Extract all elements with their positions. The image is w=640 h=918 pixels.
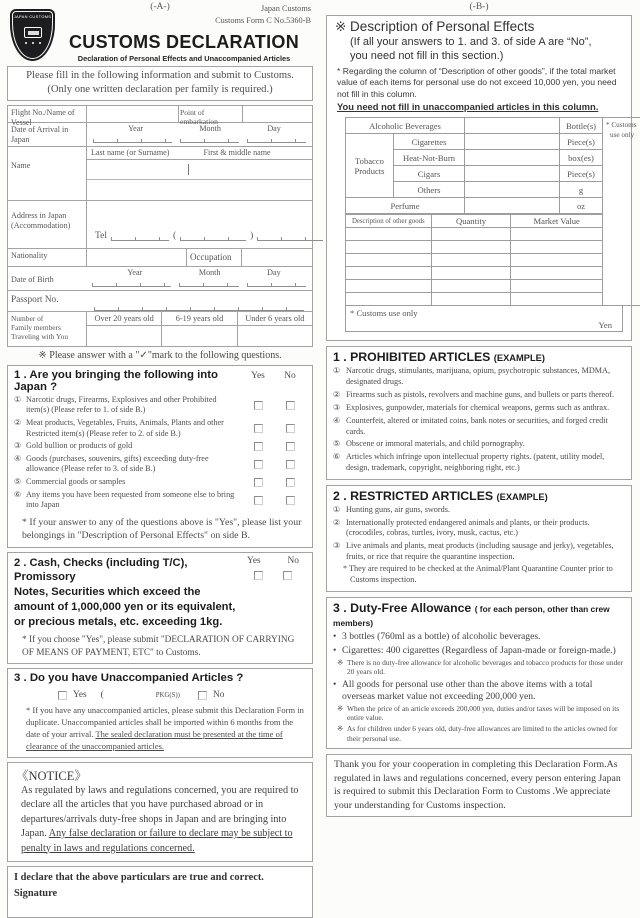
- item-number: ⑥: [14, 489, 22, 499]
- duty-free-title-text: 3 . Duty-Free Allowance: [333, 600, 472, 615]
- item-text: Narcotic drugs, Firearms, Explosives and other Prohibited item(s) (Please refer to 1. of side B.): [26, 394, 217, 415]
- instruction-box: [7, 66, 313, 101]
- restricted-articles-section: [326, 485, 632, 592]
- family-label-1: Number of: [11, 313, 44, 323]
- effects-title: ※ Description of Personal Effects: [335, 19, 535, 34]
- prohibited-item-6: [333, 452, 625, 474]
- heat-not-burn-unit: box(es): [560, 150, 603, 166]
- signature-input[interactable]: [14, 901, 306, 907]
- bullet-icon: •: [333, 678, 337, 690]
- perfume-unit: oz: [560, 198, 603, 214]
- bullet-text: All goods for personal use other than the above items with a total overseas market value not exceeding 200,000 yen.: [342, 678, 593, 702]
- goods-value-input[interactable]: [511, 267, 603, 280]
- item-text: Narcotic drugs, stimulants, marijuana, opium, psychotropic substances, MDMA, designated drugs.: [346, 366, 611, 387]
- goods-qty-input[interactable]: [431, 267, 511, 280]
- goods-desc-header: Description of other goods: [346, 215, 432, 228]
- q3-no-checkbox[interactable]: [198, 691, 207, 700]
- checkmark-instruction: ※ Please answer with a "✓"mark to the following questions.: [38, 349, 282, 361]
- tel-label: Tel: [95, 230, 107, 241]
- signature-section: [7, 866, 313, 918]
- q1-item1-no-checkbox[interactable]: [286, 401, 295, 410]
- q3-note-plain: * If you have any unaccompanied articles, please submit this Declaration Form in duplicate. Unaccompanied articles shall be imported within 6 months from the date of your arrival.: [26, 705, 304, 739]
- family-under6-header: Under 6 years old: [238, 312, 312, 326]
- goods-row: [346, 228, 603, 241]
- goods-value-header: Market Value: [511, 215, 603, 228]
- side-b-label: (-B-): [469, 2, 489, 12]
- side-a-header: [7, 2, 313, 58]
- bullet-icon: •: [333, 630, 337, 642]
- embarkation-input[interactable]: [242, 106, 312, 122]
- goods-row: [346, 241, 603, 254]
- arrival-day-label: Day: [267, 123, 281, 133]
- q2-note: * If you choose "Yes", please submit "DECLARATION OF CARRYING OF MEANS OF PAYMENT, ETC" to Customs.: [22, 634, 295, 658]
- tobacco-label-2: Products: [354, 165, 385, 176]
- goods-value-input[interactable]: [511, 293, 603, 306]
- goods-row: [346, 280, 603, 293]
- item-number: ④: [333, 415, 341, 425]
- customs-use-footer: [345, 306, 623, 332]
- q1-item3-yes-checkbox[interactable]: [254, 442, 263, 451]
- bullet-icon: •: [333, 644, 337, 656]
- item-number: ②: [333, 390, 341, 400]
- name-input-row-2[interactable]: [87, 180, 312, 200]
- passport-input[interactable]: [94, 301, 304, 311]
- bullet-text: 3 bottles (760ml as a bottle) of alcoholic beverages.: [342, 630, 541, 642]
- goods-qty-input[interactable]: [431, 228, 511, 241]
- goods-desc-input[interactable]: [346, 267, 432, 280]
- personal-effects-table: [345, 117, 637, 306]
- goods-desc-input[interactable]: [346, 280, 432, 293]
- q1-item-6: [14, 490, 306, 511]
- item-text: Goods (purchases, souvenirs, gifts) exceeding duty-free allowance (Please refer to 3. of side B.): [26, 453, 209, 474]
- tobacco-label-1: Tobacco: [355, 155, 384, 166]
- item-text: Firearms such as pistols, revolvers and machine guns, and bullets or parts thereof.: [346, 390, 615, 400]
- customs-use-line2: use only: [610, 131, 635, 140]
- side-a-label: (-A-): [150, 2, 170, 12]
- others-quantity-input[interactable]: [465, 182, 560, 198]
- prohibited-title-suffix: (EXAMPLE): [493, 353, 545, 364]
- signature-label: Signature: [14, 887, 58, 899]
- agency-name: Japan Customs: [260, 4, 311, 13]
- q3-yes-checkbox[interactable]: [58, 691, 67, 700]
- duty-free-allowance-section: [326, 597, 632, 750]
- restricted-title-text: 2 . RESTRICTED ARTICLES: [333, 488, 494, 503]
- item-text: Commercial goods or samples: [26, 477, 126, 487]
- item-number: ③: [333, 541, 341, 551]
- side-b: [326, 2, 637, 811]
- address-label-2: (Accommodation): [11, 220, 71, 230]
- embarkation-label: Point of embarkation: [178, 106, 242, 122]
- passport-label: Passport No.: [11, 294, 59, 305]
- goods-value-input[interactable]: [511, 254, 603, 267]
- item-text: Articles which infringe upon intellectual property rights. (patent, utility model, design, trademark, copyright, neighboring right, etc.): [346, 452, 605, 472]
- logo-stars: [25, 42, 41, 44]
- name-label: Name: [11, 160, 31, 170]
- q3-note: [14, 705, 306, 753]
- goods-qty-input[interactable]: [431, 241, 511, 254]
- question-2-title-line1: 2 . Cash, Checks (including T/C), Promissory: [14, 556, 188, 584]
- customs-use-line1: * Customs: [606, 121, 637, 130]
- question-1-title: 1 . Are you bringing the following into Japan ?: [14, 368, 218, 393]
- item-number: ②: [333, 517, 341, 527]
- cigarettes-quantity-input[interactable]: [465, 134, 560, 150]
- item-number: ③: [14, 441, 22, 451]
- cigars-unit: Piece(s): [560, 166, 603, 182]
- arrival-year-input[interactable]: [93, 133, 172, 143]
- q1-item5-no-checkbox[interactable]: [286, 478, 295, 487]
- occupation-label: Occupation: [186, 249, 242, 266]
- tel-paren-close: ): [250, 230, 254, 241]
- logo-emblem: [24, 27, 42, 38]
- q1-item1-yes-checkbox[interactable]: [254, 401, 263, 410]
- reference-mark-icon: ※: [337, 724, 344, 734]
- goods-row: [346, 293, 603, 306]
- q1-yes-header: Yes: [251, 370, 265, 381]
- item-number: ⑤: [14, 477, 22, 487]
- goods-value-input[interactable]: [511, 280, 603, 293]
- prohibited-item-5: [333, 439, 625, 450]
- alcohol-quantity-input[interactable]: [465, 118, 560, 134]
- q1-item-1: [14, 395, 306, 416]
- duty-free-title-suffix: ( for each person, other than crew members): [333, 603, 610, 628]
- item-text: Gold bullion or products of gold: [26, 441, 133, 451]
- item-number: ⑥: [333, 452, 341, 462]
- item-text: Any items you have been requested from someone else to bring into Japan: [26, 489, 235, 510]
- closing-message: Thank you for your cooperation in completing this Declaration Form.As regulated in laws and regulations concerned, every person entering Japan is required to submit this Declaration Form to Customs .We appreciate your understanding for Customs inspection.: [326, 754, 632, 817]
- duty-free-bullet-1: [333, 631, 625, 643]
- goods-value-input[interactable]: [511, 241, 603, 254]
- q3-note-underlined: The sealed declaration must be presented at the time of clearance of the unaccompanied articles.: [26, 728, 283, 751]
- address-label-1: Address in Japan: [11, 210, 67, 220]
- item-text: Explosives, gunpowder, materials for chemical weapons, germs such as anthrax.: [346, 402, 610, 412]
- q3-no-label: No: [212, 690, 225, 701]
- note-text: When the price of an article exceeds 200,000 yen, duties and/or taxes will be imposed on its entire value.: [347, 703, 620, 723]
- arrival-year-label: Year: [128, 123, 144, 133]
- q2-no-header: No: [287, 555, 299, 566]
- dob-month-label: Month: [198, 267, 221, 277]
- logo-text: JAPAN CUSTOMS: [13, 14, 52, 19]
- goods-desc-input[interactable]: [346, 254, 432, 267]
- prohibited-item-1: [333, 366, 625, 388]
- q1-item6-no-checkbox[interactable]: [286, 496, 295, 505]
- family-label-2: Family members: [11, 322, 61, 332]
- tel-input-1[interactable]: [111, 231, 169, 241]
- item-text: Internationally protected endangered animals and plants, or their products. (crocodiles, cobras, turtles, ivory, musk, cactus, etc.): [346, 517, 590, 538]
- prohibited-item-4: [333, 416, 625, 438]
- item-number: ⑤: [333, 439, 341, 449]
- q3-package-count-input[interactable]: [110, 690, 156, 700]
- goods-qty-input[interactable]: [431, 293, 511, 306]
- alcohol-label: Alcoholic Beverages: [346, 118, 465, 134]
- customs-use-only-column: [603, 117, 640, 306]
- goods-desc-input[interactable]: [346, 241, 432, 254]
- item-text: Meat products, Vegetables, Fruits, Animals, Plants and other Restricted item(s) (Please refer to 2. of side B.): [26, 417, 224, 438]
- question-3-title: 3 . Do you have Unaccompanied Articles ?: [14, 672, 244, 685]
- question-1-section: [7, 365, 313, 548]
- item-text: Live animals and plants, meat products (including sausage and jerky), vegetables, fruits, or rice that require the quarantine inspection.: [346, 541, 614, 562]
- instruction-line-2: (Only one written declaration per family is required.): [47, 83, 273, 95]
- cigars-quantity-input[interactable]: [465, 166, 560, 182]
- duty-free-note-2: [337, 704, 625, 723]
- restricted-title-suffix: (EXAMPLE): [496, 491, 548, 502]
- restricted-item-1: [333, 505, 625, 516]
- cigars-label: Cigars: [394, 166, 465, 182]
- side-a: [7, 2, 313, 899]
- form-title: CUSTOMS DECLARATION: [68, 32, 300, 52]
- q2-yes-header: Yes: [247, 555, 261, 566]
- restricted-item-2: [333, 518, 625, 540]
- item-text: Obscene or immoral materials, and child pornography.: [346, 439, 525, 449]
- question-2-section: [7, 552, 313, 665]
- instruction-line-1: Please fill in the following information and submit to Customs.: [26, 70, 294, 81]
- others-label: Others: [394, 182, 465, 198]
- declaration-statement: I declare that the above particulars are true and correct.: [14, 872, 264, 884]
- q1-item4-yes-checkbox[interactable]: [254, 460, 263, 469]
- dob-day-label: Day: [267, 267, 281, 277]
- yen-label: Yen: [598, 320, 612, 331]
- prohibited-item-2: [333, 390, 625, 401]
- q1-item-5: [14, 477, 306, 488]
- alcohol-unit: Bottle(s): [560, 118, 603, 134]
- cigarettes-unit: Piece(s): [560, 134, 603, 150]
- question-2-title-line2: Notes, Securities which exceed the: [14, 586, 201, 599]
- notice-body-plain: As regulated by laws and regulations concerned, you are required to declare all the articles that you have purchased abroad or in departures/arrivals duty-free shops in Japan and are bringing into Japan.: [21, 784, 299, 840]
- q1-item6-yes-checkbox[interactable]: [254, 496, 263, 505]
- q1-no-header: No: [284, 370, 296, 381]
- family-6to19-header: 6-19 years old: [162, 312, 236, 326]
- bullet-text: Cigarettes: 400 cigarettes (Regardless of Japan-made or foreign-made.): [342, 644, 616, 656]
- duty-free-title: [333, 601, 625, 629]
- dob-year-label: Year: [127, 267, 143, 277]
- text-cursor: [188, 164, 189, 175]
- reference-mark-icon: ※: [337, 703, 344, 713]
- dob-label: Date of Birth: [11, 274, 54, 284]
- notice-body-underlined: Any false declaration or failure to declare may be subject to penalty in laws and regulations concerned.: [21, 828, 293, 854]
- nationality-label: Nationality: [11, 250, 48, 260]
- note-text: As for children under 6 years old, duty-free allowances are limited to the articles owned for their personal use.: [347, 724, 618, 743]
- prohibited-title-text: 1 . PROHIBITED ARTICLES: [333, 350, 491, 365]
- goods-row: [346, 254, 603, 267]
- q1-item2-no-checkbox[interactable]: [286, 424, 295, 433]
- restricted-item-3: [333, 541, 625, 563]
- duty-free-note-3: [337, 724, 625, 743]
- notice-title: 《NOTICE》: [16, 768, 87, 783]
- perfume-quantity-input[interactable]: [465, 198, 560, 214]
- flight-input[interactable]: [86, 106, 178, 122]
- name-input-row-1[interactable]: [87, 160, 312, 180]
- q1-item4-no-checkbox[interactable]: [286, 460, 295, 469]
- q2-yes-checkbox[interactable]: [254, 571, 263, 580]
- flight-label: Flight No./Name of Vessel: [11, 107, 75, 127]
- perfume-label: Perfume: [346, 198, 465, 214]
- item-number: ①: [333, 504, 341, 514]
- personal-effects-section: [326, 15, 637, 341]
- arrival-day-input[interactable]: [247, 133, 306, 143]
- notice-section: [7, 762, 313, 862]
- prohibited-item-3: [333, 403, 625, 414]
- heat-not-burn-quantity-input[interactable]: [465, 150, 560, 166]
- q3-package-unit: PKG(S)): [155, 691, 180, 699]
- cigarettes-label: Cigarettes: [394, 134, 465, 150]
- goods-row: [346, 267, 603, 280]
- form-subtitle: Declaration of Personal Effects and Unaccompanied Articles: [77, 54, 291, 63]
- prohibited-articles-section: [326, 346, 632, 479]
- others-unit: g: [560, 182, 603, 198]
- goods-desc-input[interactable]: [346, 293, 432, 306]
- family-label-3: Traveling with You: [11, 332, 69, 342]
- family-6to19-input[interactable]: [162, 326, 236, 342]
- nationality-input[interactable]: [87, 249, 186, 266]
- form-number: Customs Form C No.5360-B: [215, 16, 311, 26]
- traveler-info-table: [7, 105, 313, 347]
- item-number: ①: [333, 366, 341, 376]
- first-name-header: First & middle name: [203, 147, 271, 157]
- japan-customs-logo-icon: [10, 9, 55, 61]
- q1-item-3: [14, 441, 306, 452]
- tel-input-2[interactable]: [180, 231, 246, 241]
- family-under6-input[interactable]: [238, 326, 312, 342]
- effects-note: * Regarding the column of “Description of other goods”, if the total market value of each items for personal use do not exceed 10,000 yen, you need not fill in this column.: [337, 65, 617, 99]
- arrival-month-label: Month: [199, 123, 221, 133]
- effects-subtitle-2: you need not fill in this section.): [350, 50, 504, 63]
- duty-free-bullet-2: [333, 645, 625, 657]
- item-number: ④: [14, 453, 22, 463]
- q1-note: * If your answer to any of the questions above is "Yes", please list your belongings in "Description of Personal Effects" on side B.: [22, 517, 302, 542]
- customs-use-footer-label: * Customs use only: [350, 308, 418, 319]
- q2-no-checkbox[interactable]: [283, 571, 292, 580]
- duty-free-bullet-3: [333, 679, 625, 703]
- arrival-month-input[interactable]: [180, 133, 239, 143]
- item-number: ①: [14, 394, 22, 404]
- family-over20-input[interactable]: [87, 326, 161, 342]
- item-text: Hunting guns, air guns, swords.: [346, 504, 450, 514]
- question-2-title-line3: amount of 1,000,000 yen or its equivalent,: [14, 601, 236, 614]
- goods-qty-input[interactable]: [431, 280, 511, 293]
- goods-qty-header: Quantity: [431, 215, 511, 228]
- effects-subtitle-1: (If all your answers to 1. and 3. of side A are “No”,: [350, 36, 592, 48]
- arrival-label: Date of Arrival in Japan: [11, 124, 69, 144]
- duty-free-note-1: [337, 658, 625, 677]
- notice-body: [16, 784, 304, 856]
- q1-item3-no-checkbox[interactable]: [286, 442, 295, 451]
- item-number: ②: [14, 417, 22, 427]
- tel-input-3[interactable]: [257, 231, 323, 241]
- prohibited-title: [333, 350, 625, 364]
- reference-mark-icon: ※: [337, 657, 344, 667]
- tel-paren-open: (: [173, 230, 177, 241]
- address-input[interactable]: [87, 201, 329, 231]
- q1-item-4: [14, 454, 306, 475]
- restricted-note: * They are required to be checked at the Animal/Plant Quarantine Counter prior to Customs inspection.: [343, 563, 613, 584]
- goods-qty-input[interactable]: [431, 254, 511, 267]
- q3-paren-open: (: [100, 690, 104, 701]
- dob-year-input[interactable]: [92, 277, 171, 287]
- goods-desc-input[interactable]: [346, 228, 432, 241]
- q1-item2-yes-checkbox[interactable]: [254, 424, 263, 433]
- q1-item-2: [14, 418, 306, 439]
- last-name-header: Last name (or Surname): [91, 147, 170, 157]
- note-text: There is no duty-free allowance for alcoholic beverages and tobacco products for those under 20 years old.: [347, 657, 624, 677]
- effects-underlined-note: You need not fill in unaccompanied articles in this column.: [337, 101, 599, 113]
- item-text: Counterfeit, altered or imitated coins, bank notes or securities, and forged credit cards.: [346, 415, 608, 436]
- question-2-title-line4: or precious metals, etc. exceeding 1kg.: [14, 616, 223, 629]
- dob-month-input[interactable]: [179, 277, 238, 287]
- heat-not-burn-label: Heat-Not-Burn: [394, 150, 465, 166]
- occupation-input[interactable]: [242, 249, 312, 266]
- goods-value-input[interactable]: [511, 228, 603, 241]
- q1-item5-yes-checkbox[interactable]: [254, 478, 263, 487]
- dob-day-input[interactable]: [247, 277, 306, 287]
- question-3-section: [7, 668, 313, 758]
- item-number: ③: [333, 402, 341, 412]
- family-over20-header: Over 20 years old: [87, 312, 161, 326]
- q3-yes-label: Yes: [73, 690, 87, 701]
- restricted-title: [333, 489, 625, 503]
